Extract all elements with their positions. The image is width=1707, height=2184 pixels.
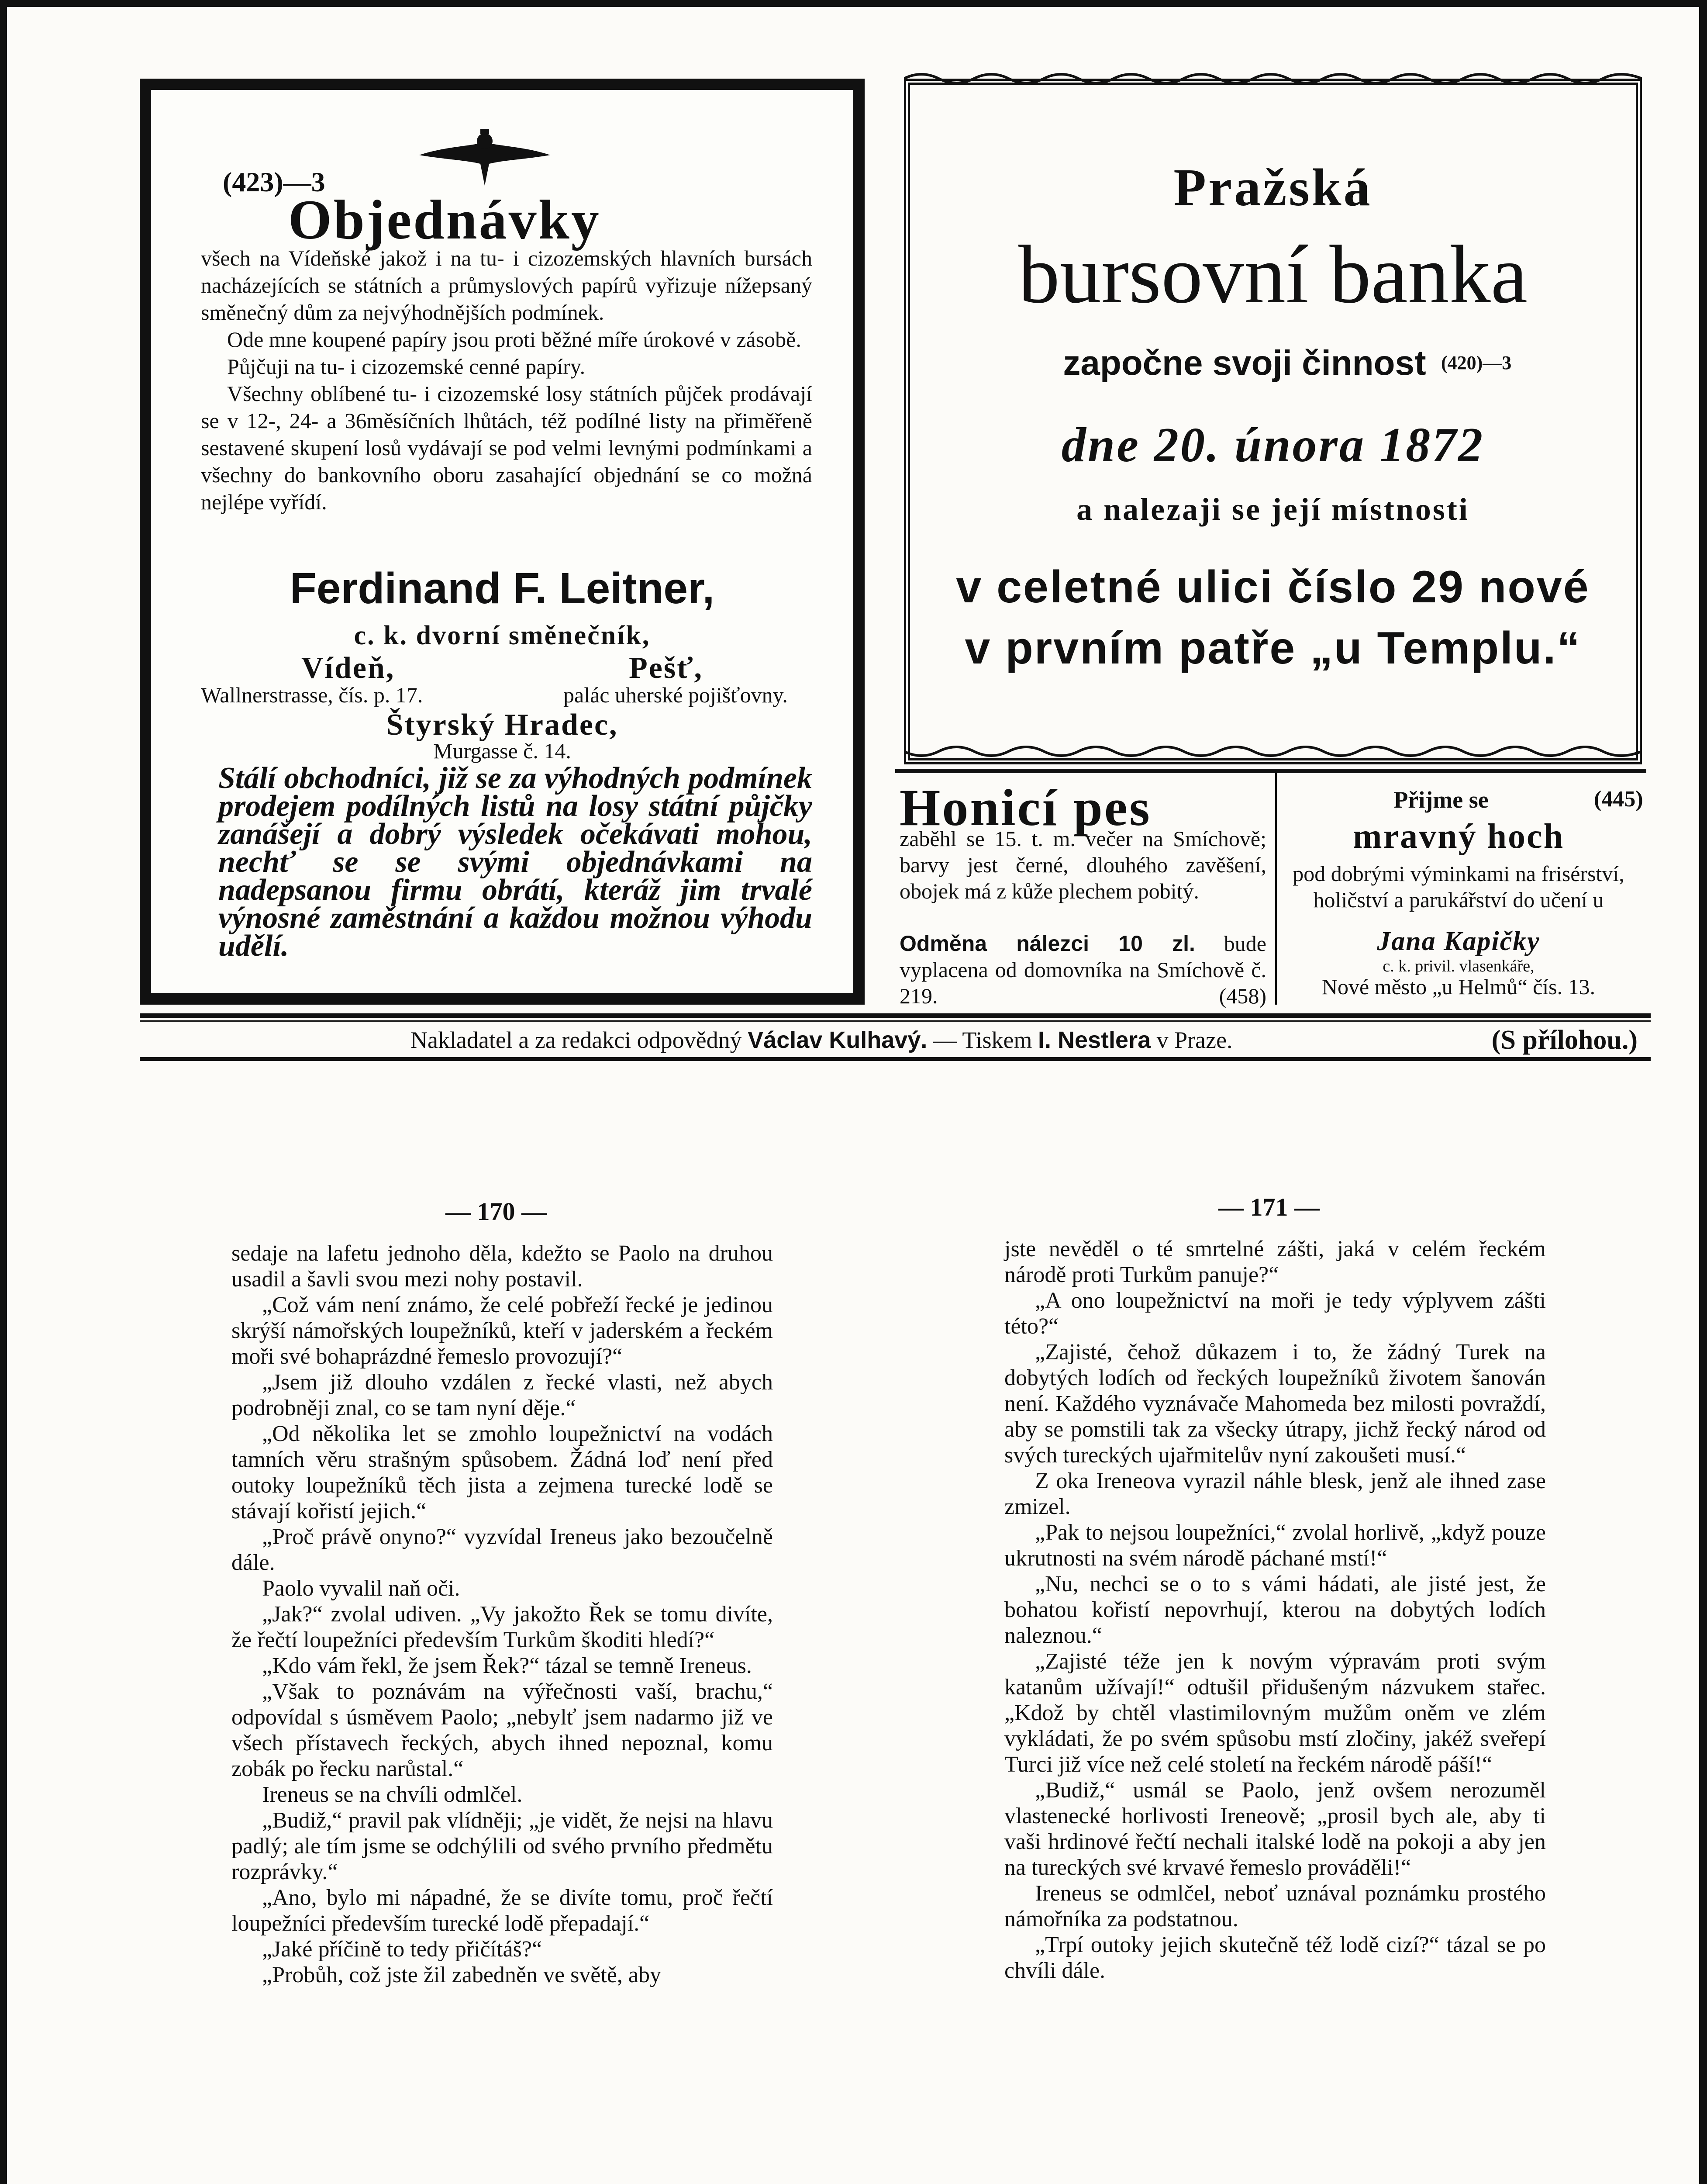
text-paragraph: „Pak to nejsou loupežníci,“ zvolal horlivě, „když pouze ukrutnosti na svém národě páchané mstí!“ [1004,1520,1546,1571]
bank-start-date: dne 20. února 1872 [1061,418,1485,472]
text-paragraph: „Jaké příčině to tedy přičítáš?“ [262,1937,542,1962]
dog-ad-text: zaběhl se 15. t. m. večer na Smíchově; barvy jest černé, dlouhého zavěšení, obojek má z kůže plechem pobitý. [900,826,1266,903]
boy-ad-title: mravný hoch [1352,817,1565,856]
ornament-border-bottom [904,743,1642,760]
text-paragraph: Ireneus se na chvíli odmlčel. [262,1782,523,1807]
ad-code-420: (420)—3 [1441,352,1512,373]
text-paragraph: „Proč právě onyno?“ vyzvídal Ireneus jako bezoučelně dále. [231,1524,773,1575]
bank-name-line2: bursovní banka [1018,229,1528,321]
boy-ad-text: pod dobrými výminkami na frisérství, holičství a parukářství do učení u [1293,861,1624,912]
page-170-text [231,1241,773,1988]
text-paragraph: „Ano, bylo mi nápadné, že se divíte tomu, proč řečtí loupežníci především turecké lodě přepadají.“ [231,1885,773,1936]
boy-ad-employer: Jana Kapičky [1377,926,1540,956]
imprint-editor: Václav Kulhavý. [748,1027,928,1053]
objednavky-title: Objednávky [288,189,601,251]
bank-address-floor: v prvním patře „u Templu.“ [965,623,1581,674]
ad-code-458: (458) [1219,984,1266,1008]
bank-address-street: v celetné ulici číslo 29 nové [956,562,1590,612]
reward-text: bude vyplacena od domovníka na Smíchově č. 219. [900,931,1266,1008]
address-pest: palác uherské pojišťovny. [563,683,788,707]
text-paragraph: „Však to poznávám na výřečnosti vaší, brachu,“ odpovídal s úsměvem Paolo; „nebylť jsem nadarmo již ve všech přístavech řeckých, abych ihned nepoznal, komu zobák po řecku narůstal.“ [231,1679,773,1781]
text-paragraph: „Což vám není známo, že celé pobřeží řecké je jedinou skrýší námořských loupežníků, kteří v jaderském a řeckém moři své bohaprázdné řemeslo provozují?“ [231,1292,773,1369]
text-paragraph: „Nu, nechci se o to s vámi hádati, ale jisté jest, že bohatou kořistí nepovrhují, kterou na dobytých lodích naleznou.“ [1004,1572,1546,1648]
advertiser-position: c. k. dvorní směnečník, [354,621,651,650]
text-paragraph: Z oka Ireneova vyrazil náhle blesk, jenž ale ihned zase zmizel. [1004,1469,1546,1519]
dog-ad-reward [900,930,1266,1009]
text-paragraph: „Kdo vám řekl, že jsem Řek?“ tázal se temně Ireneus. [262,1653,752,1678]
bank-name-line1: Pražská [1173,158,1372,217]
scan-border-right [1699,0,1707,2184]
imprint-mid: — Tiskem [933,1027,1032,1053]
text-paragraph: „Jsem již dlouho vzdálen z řecké vlasti, než abych podrobněji znal, co se tam nyní děje.“ [231,1370,773,1420]
text-paragraph: „Trpí outoky jejich skutečně též lodě cizí?“ tázal se po chvíli dále. [1004,1932,1546,1983]
ad-code-423: (423)—3 [223,166,325,197]
boy-ad-intro: Přijme se [1393,787,1489,813]
objednavky-paragraph: Ode mne koupené papíry jsou proti běžné míře úrokové v zásobě. [227,327,801,352]
small-ads-divider [895,769,1646,773]
footer-rule-bottom [140,1057,1651,1061]
double-eagle-icon [419,129,550,190]
text-paragraph: „Od několika let se zmohlo loupežnictví na vodách tamních věru strašným spůsobem. Žádná loď není před outoky loupežníků těch jista a zejmena turecké lodě se stávají kořistí jejich.“ [231,1421,773,1524]
imprint-suffix: v Praze. [1156,1027,1233,1053]
objednavky-paragraph: všech na Vídeňské jakož i na tu- i cizozemských hlavních bursách nacházejících se státních a průmyslových papírů vyřizuje nížepsaný směnečný dům za nejvýhodnějších podmínek. [201,246,812,325]
bank-start-text: započne svoji činnost [1063,343,1426,382]
city-row [201,651,812,685]
text-paragraph: „A ono loupežnictví na moři je tedy výplyvem zášti této?“ [1004,1288,1546,1339]
small-ads-column-rule [1275,773,1277,1005]
bank-location-intro: a nalezaji se její místnosti [1076,492,1469,527]
city-pest: Pešť, [629,651,703,685]
text-paragraph: „Budiž,“ pravil pak vlídněji; „je vidět, že nejsi na hlavu padlý; ale tím jsme se odchýlili od svého prvního předmětu rozprávky.“ [231,1808,773,1884]
address-vienna: Wallnerstrasse, čís. p. 17. [201,683,423,707]
advertiser-name: Ferdinand F. Leitner, [290,564,715,613]
text-paragraph: „Jak?“ zvolal udiven. „Vy jakožto Řek se tomu divíte, že řečtí loupežníci především Turkům škoditi hledí?“ [231,1602,773,1652]
text-paragraph: sedaje na lafetu jednoho děla, kdežto se Paolo na druhou usadil a šavli svou mezi nohy postavil. [231,1241,773,1292]
objednavky-body [201,245,812,515]
page-171-text [1004,1236,1546,1984]
imprint-text [410,1026,1233,1054]
objednavky-slogan: Stálí obchodníci, již se za výhodných podmínek prodejem podílných listů na losy státní půjčky zanášejí a dobrý výsledek očekávati mohou, nechť se se svými objednávkami na nadepsanou firmu obrátí, kteráž jim trvalé výnosné zaměstnání a každou možnou výhodu udělí. [218,761,812,963]
objednavky-paragraph: Půjčuji na tu- i cizozemské cenné papíry. [227,354,586,379]
footer-rule-thin [140,1020,1651,1022]
reward-label: Odměna nálezci 10 zl. [900,931,1195,956]
dog-ad-title: Honicí pes [900,778,1152,836]
ad-code-445: (445) [1594,787,1643,812]
imprint-printer: I. Nestlera [1038,1027,1151,1053]
imprint-line [140,1022,1651,1057]
imprint-prefix: Nakladatel a za redakci odpovědný [410,1027,742,1053]
boy-ad-address: Nové město „u Helmů“ čís. 13. [1321,975,1596,999]
address-graz: Murgasse č. 14. [433,739,571,763]
page-number-170: — 170 — [445,1197,547,1226]
text-paragraph: „Zajisté, čehož důkazem i to, že žádný Turek na dobytých lodích od řeckých loupežníků životem šanován není. Každého vyznávače Mahomeda bez milosti povraždí, aby se pomstili tak za všecky útrapy, jichž řecký národ od svých tureckých ujařmitelův nyní zakoušeti musí.“ [1004,1340,1546,1468]
ornament-border-top [904,70,1642,87]
text-paragraph: „Zajisté téže jen k novým výpravám proti svým katanům užívají!“ odtušil přidušeným názvukem stařec. „Kdož by chtěl vlastimilovným mužům oněm ve zlém vykládati, že po svém spůsobu mstí zločiny, jakéž sveřepí Turci již více než celé století na řeckém národě páší!“ [1004,1649,1546,1777]
imprint-supplement: (S přílohou.) [1491,1025,1638,1055]
address-row [201,681,812,708]
text-paragraph: „Probůh, což jste žil zabedněn ve světě, aby [262,1963,661,1987]
scan-border-top [0,0,1707,7]
footer-rule [140,1013,1651,1018]
objednavky-paragraph: Všechny oblíbené tu- i cizozemské losy státních půjček prodávají se v 12-, 24- a 36měsíčních lhůtách, též podílné listy na přiměřeně sestavené skupení losů vydávají se pod velmi levnými podmínkami a všechny do bankovního oboru zasahající objednání se co možná nejlépe vyřídí. [201,381,812,514]
boy-ad-privilege: c. k. privil. vlasenkáře, [1383,957,1535,975]
text-paragraph: „Budiž,“ usmál se Paolo, jenž ovšem nerozuměl vlastenecké horlivosti Ireneově; „prosil bych ale, aby ti vaši hrdinové řečtí nechali italské lodě na pokoji a aby jen na tureckých své krvavé řemeslo prováděli!“ [1004,1778,1546,1880]
city-vienna: Vídeň, [301,651,395,685]
text-paragraph: Paolo vyvalil naň oči. [262,1576,460,1601]
page-number-171: — 171 — [1218,1193,1320,1221]
text-paragraph: jste nevěděl o té smrtelné zášti, jaká v celém řeckém národě proti Turkům panuje?“ [1004,1237,1546,1287]
city-graz: Štyrský Hradec, [386,708,618,742]
text-paragraph: Ireneus se odmlčel, neboť uznával poznámku prostého námořníka za podstatnou. [1004,1881,1546,1932]
scan-border-left [0,0,7,2184]
